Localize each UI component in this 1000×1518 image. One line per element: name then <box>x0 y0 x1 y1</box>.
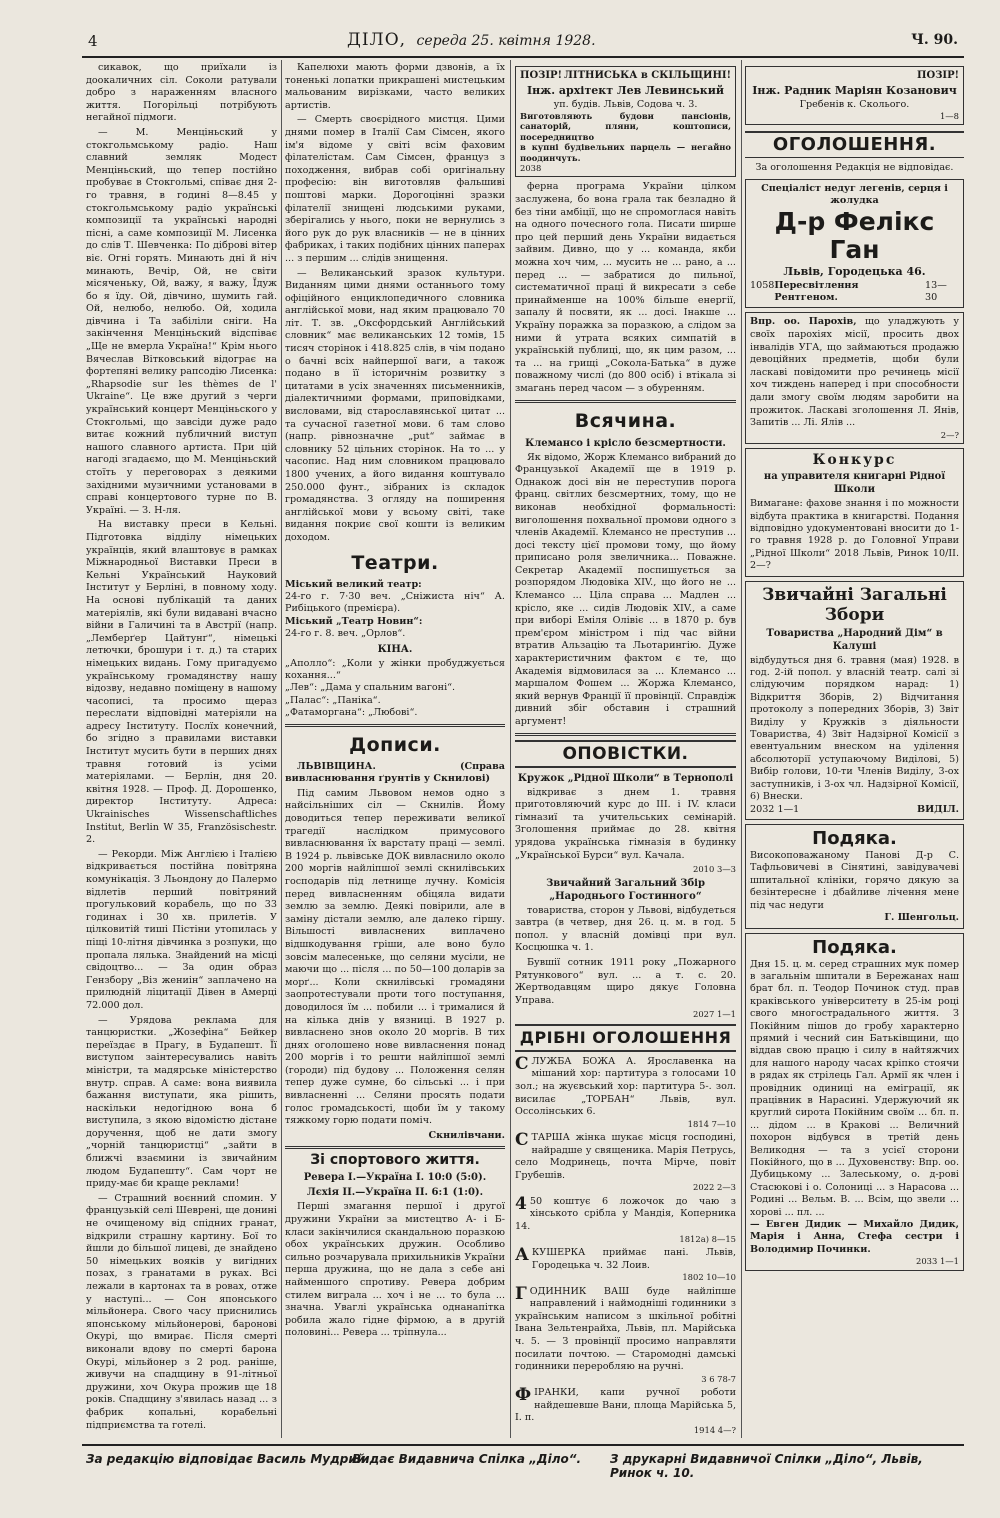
column-4 <box>745 62 964 1434</box>
thanks-text: Високоповажаному Панові Д-р С. Тафльовичеві в Сінятині, завідувачеві шпитальної клініки, горячо дякую за безінтересне і дбайливе лічення мене під час недуги <box>750 849 959 911</box>
kino-heading: КІНА. <box>377 643 413 655</box>
sport-text: Перші змагання першої і другої дружини України за мистецтво А- і Б-класи закінчилися скандальною поразкою обох українських дружин. Особливо сильно розчарувала прихильників України перша дружина, що не дала з себе ані найменшого спротиву. Ревера добрим стилем виграла ... хоч і не ... то була ... значна. Уваглі українська однанапітка робила жало гідне фірмою, а в другій половині... Ревера ... тріпнула... <box>285 1201 505 1339</box>
ad-number: 2038 <box>520 163 542 174</box>
ad-konkurs-text: Вимагане: фахове знання і по можности відбута практика в книгарстві. Подання відповідно удокументовані вносити до 1-го травня 1928 р. до Головної Управи „Рідної Школи“ 2018 Львів, Ринок 10/II. 2—? <box>750 498 959 572</box>
article-paragraph: сикавок, що приїхали із доокаличних сіл. Соколи ратували добро з нараженням власного життя. Погорільці потрібують негайної підмоги. <box>86 62 277 124</box>
ad-parishes-title: Впр. оо. Парохів, <box>750 316 857 328</box>
classified-number: 3 6 78-7 <box>701 1373 736 1384</box>
classified-text: 50 коштує 6 ложочок до чаю з хінськото срібла у Мандія, Коперника 14. <box>515 1195 736 1233</box>
ad-title: ЛІТНИСЬКА в СКІЛЬЩИНІ! <box>564 70 731 81</box>
opovistky-heading: ОПОВІСТКИ. <box>515 740 736 768</box>
footer-publisher: Видає Видавнича Спілка „Діло“. <box>352 1452 582 1466</box>
classified-number: 1812a) 8—15 <box>679 1233 736 1244</box>
theatre-line: Міський великий театр: <box>285 578 422 590</box>
article-paragraph: ферна програма України цілком заслужена, бо вона грала так безладно й без тіни амбіції, що не спромоглася навіть на одного почесного гола. Писати ширше про цей перший день України видається зайвим. Дивно, що у ... команда, якби можна хоч чим, ... мусить не ... рано, а ... перед ... — забратися до пильної, систематичної праці й викресати з себе принайменше на 100% більше енергії, запалу й посвяти, як ... досі. Інакше ... Україну поражка за поразкою, а слідом за ними й утрата всяких симпатій в українській публиці, що, як цим разом, ... та ... на грищі „Сокола-Батька“ в дуже поважному числі (до 800 осіб) і втікала зі змагань перед часом — з обуренням. <box>515 181 736 394</box>
ad-doctor-specialty: Спеціаліст недуг легенів, серця і жолудка <box>761 182 948 207</box>
header-rule <box>82 56 964 58</box>
ogoloshennia-heading: ОГОЛОШЕННЯ. <box>745 131 964 158</box>
vsiachyna-subheading: Клемансо і крісло безсмертности. <box>525 437 726 449</box>
ad-architect-name: Інж. архітект Лев Левинський <box>526 83 725 97</box>
ad-zbory <box>745 581 964 820</box>
column-divider <box>281 60 282 1438</box>
column-2 <box>285 62 505 1434</box>
thanks-title: Подяка. <box>812 936 897 958</box>
section-rule <box>515 400 736 403</box>
ad-doctor-name: Д-р Фелікс Ган <box>774 206 935 264</box>
ad-konkurs-title: Конкурс <box>812 452 897 469</box>
notice-number: 2027 1—1 <box>692 1009 736 1020</box>
thanks-signature: — Евген Дидик — Михайло Дидик, Марія і Анна, Стефа сестри і Володимир Починки. <box>750 1219 959 1255</box>
article-paragraph: — Рекорди. Між Англією і Італією відкривається постійна повітряна комунікація. З Льондону до Палермо відлетів перший повітряний прогульковий корабель, що по 33 годинах і 30 хв. прилетів. У цілковитій тиші Пістіни утопилась у піщі 10-літня дівчинка з розпуки, що пропала лялька. Знайдений на місці свідоцтво... — За один образ Гензбору „Віз жениін“ заплачено на прилюдній ліцитації Дівен в Амерці 72.000 дол. <box>86 848 277 1011</box>
classified-text: ІРАНКИ, капи ручної роботи найдешевше Вани, площа Марійська 5, I. п. <box>515 1387 736 1424</box>
sport-heading: Зі спортового життя. <box>310 1152 480 1169</box>
section-rule <box>515 733 736 736</box>
ad-architect-titles <box>520 70 731 83</box>
ad-thanks-2 <box>745 933 964 1271</box>
classified-number: 1814 7—10 <box>687 1118 736 1129</box>
vsiachyna-heading: Всячина. <box>574 409 677 432</box>
ad-architect-line: в купні будівельних парцель — негайно поодинчуть. <box>520 142 731 163</box>
dopysy-lede: ЛЬВІВЩИНА. (Справа вивласнювання ґрунтів у Скнилові) <box>285 760 505 785</box>
ad-title: ПОЗІР! <box>520 70 562 81</box>
column-divider <box>741 60 742 1438</box>
section-rule <box>285 1146 505 1149</box>
dribni-heading: ДРІБНІ ОГОЛОШЕННЯ <box>515 1024 736 1052</box>
notice-text: товариства, сторон у Львові, відбудеться завтра (в четвер, дня 26. ц. м. в год. 5 попол. у власній домівці при вул. Косцюшка ч. 1. <box>515 904 736 954</box>
notice-number: 2010 3—3 <box>692 864 736 875</box>
ad-doctor-footer <box>750 280 959 305</box>
classified-text: КУШЕРКА приймає пані. Львів, Городецька ч. 32 Лоив. <box>531 1247 736 1271</box>
classified-dropcap: С <box>515 1053 529 1074</box>
classifieds-list <box>515 1053 736 1434</box>
classified-text: ЛУЖБА БОЖА А. Ярославенка на мішаний хор: партитура з голосами 10 зол.; на жуєвський хор: партитура 5-. зол. висилає „ТОРБАН“ Львів, вул. Оссолінських 6. <box>515 1055 736 1118</box>
dopysy-text: Під самим Львовом немов одно з найсільніших сіл — Скнилів. Йому доводиться тепер переживати великої трагедії наслідком примусового вивласнювання їх варстату праці — землі. В 1924 р. львівське ДОК вивласнило около 200 моргів найліпшої землі скнилівських господарів під летнище лучну. Комісія перед вивласненням обіцяла видати землю за землю. Деякі повірили, але в заміну дістали землю, але далеко гіршу. Вільшості вивласнених виплачено відшкодування гріши, але воно було зовсім малесеньке, що селяни мусіли, не маючи що ... після ... по 50—100 доларів за морґ... Коли скнилівські громадяни заопротестували проти того поступання, доводилося їм ... побили ... і трималися й на кілька днів у вязниці. В 1927 р. вивласнено знов около 20 моргів. В тих днях оголошено нове вивласнення понад 200 моргів і то решти найліпшої землі (городи) під будову ... Положення селян тепер дуже сумне, бо сільські ... і при вивласненні ... Селяни просять подати голос громадськості, щоби їм у такому тяжкому горю подати поміч. <box>285 787 505 1127</box>
ad-architect <box>515 66 736 177</box>
section-rule <box>285 724 505 727</box>
issue-date: середа 25. квітня 1928. <box>416 33 596 49</box>
sport-score: Лєхія II.—Україна II. 6:1 (1:0). <box>306 1187 484 1199</box>
ad-number: 1058 <box>750 279 775 291</box>
ad-title: ПОЗІР! <box>917 70 959 81</box>
classified-ad <box>515 1283 736 1385</box>
classified-dropcap: А <box>515 1245 529 1266</box>
ad-zbory-title: Звичайні Загальні Збори <box>762 584 947 625</box>
theatre-heading: Театри. <box>351 551 439 574</box>
ad-doctor <box>745 179 964 309</box>
article-paragraph: Капелюхи мають форми дзвонів, а їх тоненькі лопатки прикрашені мистецьким мальованим вирізками, часто великих артистів. <box>285 62 505 111</box>
theatre-line: 24-го г. 7·30 веч. „Сніжиста ніч“ А. Рибіцького (премієра). <box>285 590 505 615</box>
classified-ad <box>515 1247 736 1283</box>
ad-architect-line: Виготовляють будови пансіонів, санаторій, пляни, коштописи, посередництво <box>520 111 731 142</box>
notice-text: відкриває з днем 1. травня приготовляючий курс до III. i IV. класи гімназиї та учительських семінарій. Зголошення приймає до 28. квітня урядова українська гімназія в будинку „Української Бурси“ вул. Качала. <box>515 786 736 861</box>
classified-ad <box>515 1132 736 1193</box>
classified-ad <box>515 1387 736 1434</box>
classified-ad <box>515 1053 736 1129</box>
classified-number: 2022 2—3 <box>692 1182 736 1193</box>
dopysy-signature: Скнилівчани. <box>428 1129 505 1141</box>
ad-number: 1—8 <box>939 111 959 121</box>
ad-zbory-subtitle: Товариства „Народний Дім“ в Калуші <box>766 627 943 652</box>
sport-score: Ревера І.—Україна І. 10:0 (5:0). <box>303 1172 487 1184</box>
thanks-text: Дня 15. ц. м. серед страшних мук помер в загальнім шпитали в Бережанах наш брат бл. п. Теодор Починок студ. прав краківського університету в 25-ім році свого многострадального життя. З Покійним пішов до гробу характерно прямий і чесний син Батьківщини, що віддав свою працю і силу в найтяжчих для нашого народу часах кріпко стоячи в рядах як стрілець Гал. Армії як член і провідник одиниці на еміграції, як працівник в Нарасині. Удержуючий як круглий сирота Покійним своїм ... бл. п. ... дідом ... в Кракові ... Величний похорон відбувся в третій день Великодня — та з усієї сторони Покійного, що в ... Духовенству: Впр. оо. Дубицькому ... Залеському, о. д-рові Стасюкові і о. Солониці ... з Нарасова ... Родині ... Вельм. В. ... Всім, що звели ... хорові ... пл. ... <box>750 958 959 1218</box>
ad-doctor-address: Львів, Городецька 46. <box>783 264 926 278</box>
column-divider <box>510 60 511 1438</box>
column-1 <box>86 62 277 1434</box>
article-paragraph: — Страшний воєнний спомин. У французькій селі Шеврені, ще донині не очищеному від спідних гранат, відкрили страшну картину. Бої то йшли до більшої лицеві, де знайдено 50 німецьких вояків у вигідних позах, з гранатами в руках. Всі лежали в картонах та в ровах, отже у наступі... — Сон японського мільйонера. Свого часу приснились японському мільйонерові, баронові Окурі, що вмирає. Після смерті виконали вдову по смерті барона Окурі, мільйонер з 2 род. раніше, живучи на спадщину в 91-літньої дружини, хоч Окура прожив ще 18 років. Спадщину з'явилась назад ... з фабрик копальні, корабельні підприємства та готелі. <box>86 1192 277 1431</box>
ad-zbory-signature: ВИДІЛ. <box>916 803 959 815</box>
ad-engineer-address: Гребенів к. Сколього. <box>799 98 910 110</box>
ad-engineer <box>745 66 964 125</box>
ad-thanks-1 <box>745 824 964 929</box>
ad-number: 2033 1—1 <box>915 1256 959 1267</box>
issue-number: Ч. 90. <box>911 32 958 48</box>
classified-number: 1802 10—10 <box>682 1272 736 1283</box>
classified-text: ОДИННИК ВАШ буде найліпше направлений і наймодніші годинники з українським написом з шкільної робітні Івана Зельтенрайха, Львів, пл. Марійська ч. 5. — З провінції просимо направляти посилати почтою. — Старомодні дамські годинники переробляю на ручні. <box>515 1285 736 1373</box>
ad-zbory-text: відбудуться дня 6. травня (мая) 1928. в год. 2-ій попол. у власній театр. салі зі слідуючим порядком нарад: 1) Відкриття Зборів, 2) Відчитання протоколу з попередних Зборів, 3) Звіт Виділу у Кружків з діяльности Товариства, 4) Звіт Надзірної Комісії з евентуальним внеском на уділення абсолюторії уступаючому Виділові, 5) Вибір голови, 10-ти Членів Виділу, 3-ох заступників, і 3-ох чл. Надзірної Комісії, 6) Внески. <box>750 654 959 803</box>
kino-line: „Лев“: „Дама у спальним вагоні“. <box>285 682 456 694</box>
footer-editor: За редакцію відповідає Василь Мудрий. <box>86 1452 370 1466</box>
ad-konkurs <box>745 448 964 576</box>
kino-line: „Палас“: „Паніка“. <box>285 694 381 706</box>
page-number: 4 <box>88 32 98 50</box>
article-paragraph: — М. Менціньский у стокгольмському радіо. Наш славний земляк Модест Менціньский, що тепер постійно пробуває в Стокгольмі, співає дня 2-го травня, в годині 8—8.45 у стокгольмському радіо українські композиції та українські народні пісні, а саме композиції М. Лисенка до слів Т. Шевченка: По діброві вітер віє. Огні горять. Минають дні й ніч минають, Вечір, Ой, не світи місяченьку, Ой, важу, я важу, Їдуж бо я їду. Ой, дівчино, шумить гай. Ой, нелюбо, нелюбо. Ой, ходила дівчина і Та забіліли сніги. На закінчення Менціньский відспіває „Ще не вмерла Україна!“ Крім нього Вячеслав Вітковський відограє на фортепяні велику рапсодію Лисенка: „Rhapsodie sur les thèmes de l' Ukraine“. Це вже другий з черги український концерт Менціньского у Стокгольмі, що завсіди дуже радо витає кожний публичний виступ нашого славного артиста. При цій нагоді згадаємо, що М. Менціньский стоїть у переговорах з деякими західними музичними установами в справі концертового турне по В. Україні. — З. Н-ля. <box>86 126 277 516</box>
ad-architect-address: уп. будів. Львів, Содова ч. 3. <box>553 98 698 110</box>
notice-title: Кружок „Рідної Школи“ в Тернополі <box>517 772 734 784</box>
dopysy-heading: Дописи. <box>349 733 441 756</box>
ad-number: 2—? <box>940 429 959 440</box>
classified-dropcap: С <box>515 1130 529 1151</box>
column-3 <box>515 62 736 1434</box>
kino-line: „Фатаморгана“: „Любові“. <box>285 707 418 719</box>
ad-parishes <box>745 312 964 444</box>
page-header <box>82 30 964 56</box>
page-footer <box>82 1444 964 1480</box>
vsiachyna-text: Як відомо, Жорж Клемансо вибраний до Французької Академії ще в 1919 р. Однакож досі він не переступив порога франц. світлих безсмертних, тому, що не виконав необхідної формальності: виголошення похвальної промови одного з членів Академії. Клемансо не преступив ... досі тексту цієї промови тому, що йому приписано роля звеличника... Поважне. Секретар Академії поспишується за розпорядом Людовіка XIV., що його не ... Клемансо ... Ціла справа ... Мадлен ... крісло, яке ... сидів Людовік XIV., а саме при виборі Еміля Олівіє ... в 1870 р. був прем'єром міністром і під час війни втратив Альзацію та Льотарингію. Дуже характеристичним фактом є те, що Академія відмовилася за ... Клемансо ... маршалом Фошем ... Жоржа Клемансо, який вернув Франції її провінції. Справдіж дивний збіг обставин і страшний аргумент! <box>515 451 736 727</box>
article-paragraph: — Урядова реклама для танцюристки. „Жозефіна“ Бейкер переїздає в Прагу, в Будапешт. Її виступом заінтересувались навіть міністри, та мадярське міністерство внутр. справ. А саме: вона виявила бажання виступати, яка рішить, наскільки недогідною вона б виступила, з якою відомістю дістане доручення, щоб не дати змогу „чорній танцюристці“ „зайти в ближчі взаємини із звичайним людом Будапешту“. Сам чорт не приду-має би краще реклами! <box>86 1014 277 1190</box>
thanks-signature: Г. Шенгольц. <box>884 911 959 923</box>
article-paragraph: На виставку преси в Кельні. Підготовка відділу німецьких українців, який влаштовує в рамках Міжнародньої Виставки Преси в Кельні Український Науковий Інститут у Берліні, в повному ходу. На основі публікацій та даних матеріялів, які були видавані вчасно війни в Галичині та в Австрії (напр. „Лемберґер Цайтунґ“, німецькі летючки, брошури і т. д.) та старих німецьких видань. Гому пригадуємо українському громадянству нашу відозву, недавно поміщену в нашому часописі, та просимо щераз переслати відповідні матеріяли на адресу Інституту. Послїх конечний, бо згідно з правилами виставки Інститут мусить бути в перших днях травня готовий із усіми матеріялами. — Берлін, дня 20. квітня 1928. — Проф. Д. Дорошенко, директор Інституту. Адреса: Ukrainisches Wissenschaftliches Institut, Berlin W 35, Französischestr. 2. <box>86 519 277 846</box>
theatre-line: 24-го г. 8. веч. „Орлов“. <box>285 628 406 640</box>
classified-dropcap: 4 <box>515 1193 527 1214</box>
article-paragraph: — Великанський зразок культури. Виданням цими днями останнього тому офіційного енциклопедичного словника англійської мови, над яким працювало 70 літ. Т. зв. „Оксфордський Англійський словник“ має великанських 12 томів, 15 тисяч сторінок і 418.825 слів, в чім подано о бачні всіх найпершої ваги, а також подано в її історичнім розвитку з цитатами в усіх значеннях письменників, діалектичними формами, приповідками, висловами, від старославянської цитат ... та сучасної газетної мови. 6 там слово (напр. рівнозначне „put“ займає в словнику 52 цільних сторінок. На то ... у часопис. Над ним словником працювало 1800 учених, а його видання коштувало 250.000 фунт., зібраних із складок громадянства. З огляду на поширення англійської мови у всьому світі, таке видання покриє свої кошти із великим доходом. <box>285 267 505 543</box>
ad-engineer-name: Інж. Радник Маріян Козанович <box>752 83 957 97</box>
classified-dropcap: Г <box>515 1283 527 1304</box>
footer-printer: З друкарні Видавничої Спілки „Діло“, Львів, Ринок ч. 10. <box>610 1452 923 1480</box>
ad-zbory-footer <box>750 804 959 816</box>
ad-number: 2032 1—1 <box>750 803 800 815</box>
classified-text: ТАРША жінка шукає місця господині, найрадше у священика. Марія Петрусь, село Модринець, почта Мірче, повіт Грубешів. <box>515 1132 736 1181</box>
classified-dropcap: Ф <box>515 1385 532 1406</box>
ad-konkurs-subtitle: на управителя книгарні Рідної Школи <box>763 471 946 496</box>
notice-text: Бувшії сотник 1911 року „Пожарного Рятункового“ вул. ... а т. с. 20. Жертводавцям щиро дякує Головна Управа. <box>515 956 736 1006</box>
notice-title: Звичайний Загальний Збір „Народнього Гостинного“ <box>546 877 705 902</box>
classified-ad <box>515 1193 736 1244</box>
theatre-line: Міський „Театр Новин“: <box>285 615 423 627</box>
masthead <box>347 30 596 50</box>
ad-parishes-text: що уладжують у своїх парохіях місії, просить двох інвалідів УГА, що займаються продажю девоційних предметів, щоби були ласкаві повідомити про речинець місії хоч тиждень наперед і при способности дали змогу своїм людям заробити на прожиток. Ласкаві зголошення Л. Янів, Запитів ... Лі. Ялів ... <box>750 316 959 429</box>
thanks-title: Подяка. <box>812 827 897 849</box>
kino-line: „Аполло“: „Коли у жінки пробуджується кохання...“ <box>285 657 505 681</box>
ad-doctor-xray: Пересвітлення Рентгеном. <box>774 279 859 304</box>
ad-number: 13—30 <box>925 279 947 304</box>
classified-number: 1914 4—? <box>693 1425 736 1434</box>
masthead-title: ДІЛО, <box>347 30 407 50</box>
article-paragraph: — Смерть своєрідного мистця. Цими днями помер в Італії Сам Сімсен, якого ім'я відоме у світі всім фаховим філателістам. Сам Сімсен, француз з походження, вибрав собі оригінальну професію: він виготовляв фальшиві поштові марки. Дорогоцінні зразки філателії знищені людськими руками, зберігались у нього, поки не вернулись з його рук до рук власників — не в цінних фабриках, і таких подібних цінних паперах ... з першим ... слідів знищення. <box>285 114 505 264</box>
ogoloshennia-note: За оголошення Редакція не відповідає. <box>755 162 954 174</box>
